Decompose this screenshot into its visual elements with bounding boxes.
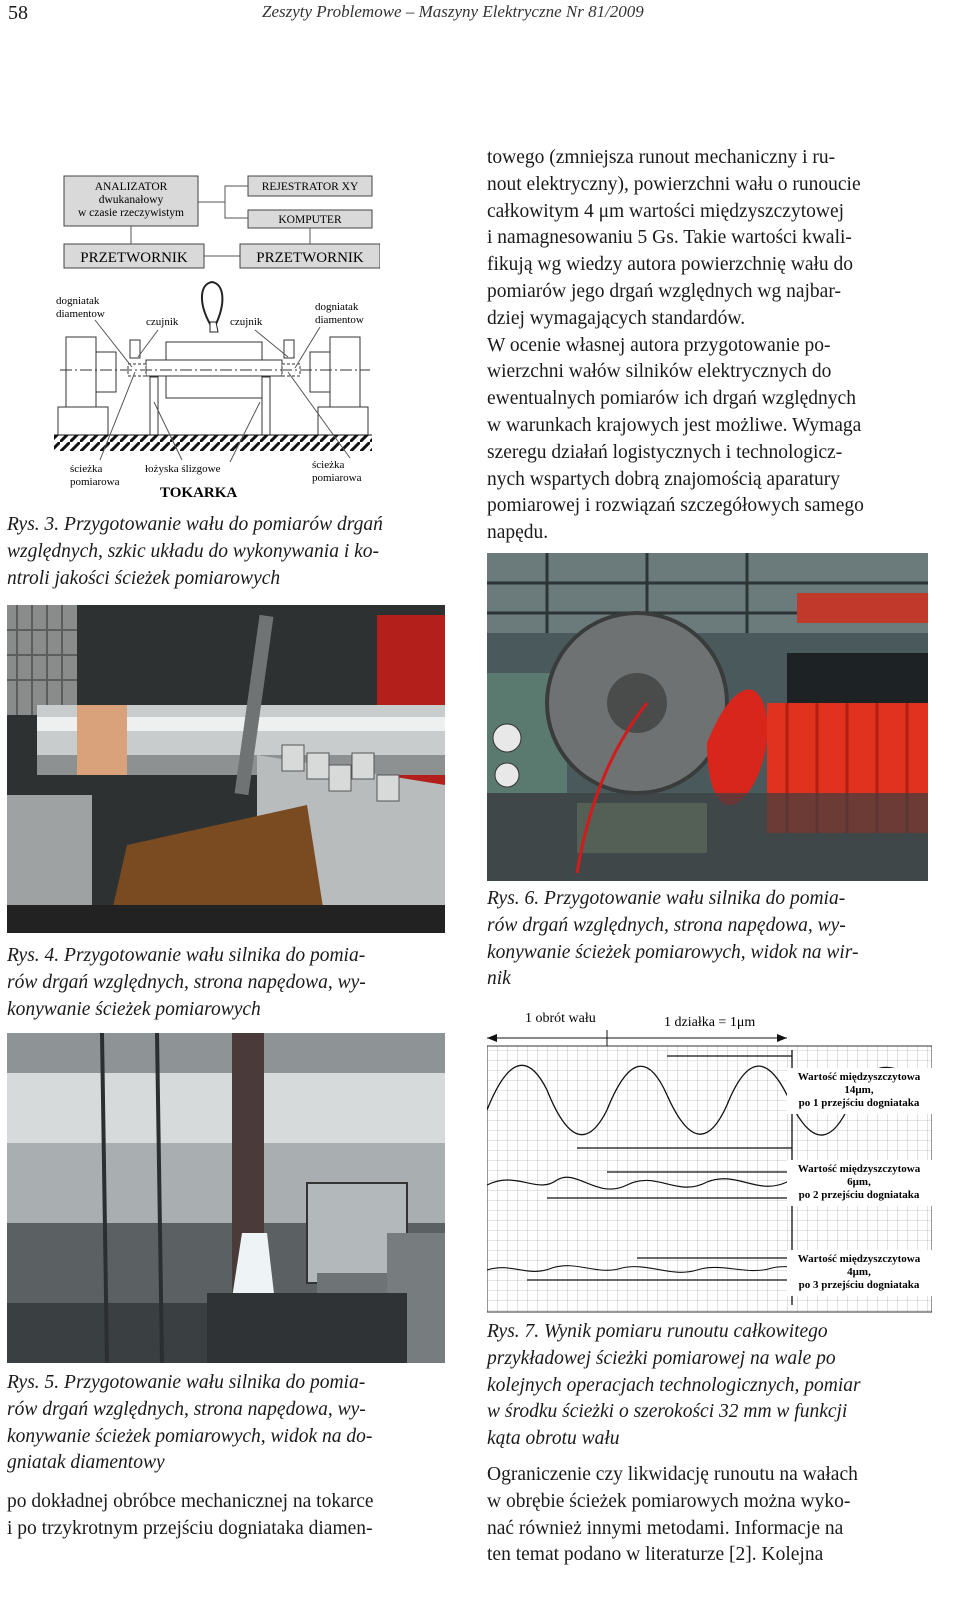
division-label: 1 działka = 1μm	[664, 1015, 756, 1030]
body-text-right: towego (zmniejsza runout mechaniczny i ru- nout elektryczny), powierzchni wału o runoucie całkowitym 4 μm wartości międzyszczytowej i namagnesowaniu 5 Gs. Takie wartości kwali- fikują wg wiedzy autora powierzchnię wału do pomiarów jego drgań względnych wg najbar- dziej wymagających standardów. W ocenie własnej autora przygotowanie po- wierzchni wałów silników elektrycznych do ewentualnych pomiarów ich drgań względnych w warunkach krajowych jest możliwe. Wymaga szeregu działań logistycznych i technologicz- nych wspartych dobrą znajomością aparatury pomiarowej i rozwiązań szczegółowych samego napędu.	[487, 147, 864, 544]
track-right-label-2: pomiarowa	[312, 472, 362, 484]
page-number: 58	[8, 2, 28, 24]
roller-left-label-2: diamentow	[56, 308, 105, 320]
figure-5-photo	[7, 1033, 445, 1363]
note-3-line-1: Wartość międzyszczytowa	[797, 1253, 921, 1265]
note-3-line-2: 4μm,	[847, 1266, 871, 1278]
figure-5-caption: Rys. 5. Przygotowanie wału silnika do pomia- rów drgań względnych, strona napędowa, wy- konywanie ścieżek pomiarowych, widok na do- gniatak diamentowy	[7, 1372, 373, 1474]
figure-6-caption: Rys. 6. Przygotowanie wału silnika do pomia- rów drgań względnych, strona napędowa, wy- konywanie ścieżek pomiarowych, widok na wir- nik	[487, 888, 859, 990]
converter-left-label: PRZETWORNIK	[80, 250, 188, 266]
analyzer-label-2: dwukanałowy	[98, 194, 164, 206]
figure-7-runout-chart	[487, 1000, 932, 1315]
track-left-label-1: ścieżka	[70, 463, 103, 475]
figure-6-photo	[487, 553, 928, 881]
roller-right-label-2: diamentow	[315, 314, 364, 326]
body-text-right-bottom: Ograniczenie czy likwidację runoutu na wałach w obrębie ścieżek pomiarowych można wyko- nać również innymi metodami. Informacje na ten temat podano w literaturze [2]. Kolejna	[487, 1464, 858, 1566]
note-1-line-2: 14μm,	[844, 1084, 874, 1096]
figure-3-diagram	[50, 172, 380, 507]
sensor-left-label: czujnik	[146, 316, 179, 328]
recorder-label: REJESTRATOR XY	[261, 181, 359, 193]
track-left-label-2: pomiarowa	[70, 476, 120, 488]
lathe-label: TOKARKA	[160, 485, 238, 501]
track-right-label-1: ścieżka	[312, 459, 345, 471]
journal-title: Zeszyty Problemowe – Maszyny Elektryczne Nr 81/2009	[262, 2, 644, 21]
note-1-line-1: Wartość międzyszczytowa	[797, 1071, 921, 1083]
rotation-label: 1 obrót wału	[525, 1011, 596, 1026]
sensor-right-label: czujnik	[230, 316, 263, 328]
figure-4-photo	[7, 605, 445, 933]
bearings-label: łożyska ślizgowe	[145, 463, 221, 475]
computer-label: KOMPUTER	[278, 214, 342, 226]
figure-4-caption: Rys. 4. Przygotowanie wału silnika do pomia- rów drgań względnych, strona napędowa, wy- konywanie ścieżek pomiarowych	[7, 945, 366, 1020]
note-3-line-3: po 3 przejściu dogniataka	[798, 1279, 920, 1291]
note-1-line-3: po 1 przejściu dogniataka	[798, 1097, 920, 1109]
body-text-left-bottom: po dokładnej obróbce mechanicznej na tokarce i po trzykrotnym przejściu dogniataka diamen-	[7, 1491, 374, 1539]
figure-7-caption: Rys. 7. Wynik pomiaru runoutu całkowitego przykładowej ścieżki pomiarowej na wale po kolejnych operacjach technologicznych, pomiar w środku ścieżki o szerokości 32 mm w funkcji kąta obrotu wału	[487, 1321, 861, 1450]
analyzer-label-3: w czasie rzeczywistym	[77, 207, 185, 219]
note-2-line-2: 6μm,	[847, 1176, 871, 1188]
roller-left-label-1: dogniatak	[56, 295, 100, 307]
note-2-line-1: Wartość międzyszczytowa	[797, 1163, 921, 1175]
roller-right-label-1: dogniatak	[315, 301, 359, 313]
figure-3-caption: Rys. 3. Przygotowanie wału do pomiarów drgań względnych, szkic układu do wykonywania i ko- ntroli jakości ścieżek pomiarowych	[7, 514, 383, 589]
converter-right-label: PRZETWORNIK	[256, 250, 364, 266]
note-2-line-3: po 2 przejściu dogniataka	[798, 1189, 920, 1201]
analyzer-label-1: ANALIZATOR	[94, 181, 168, 193]
